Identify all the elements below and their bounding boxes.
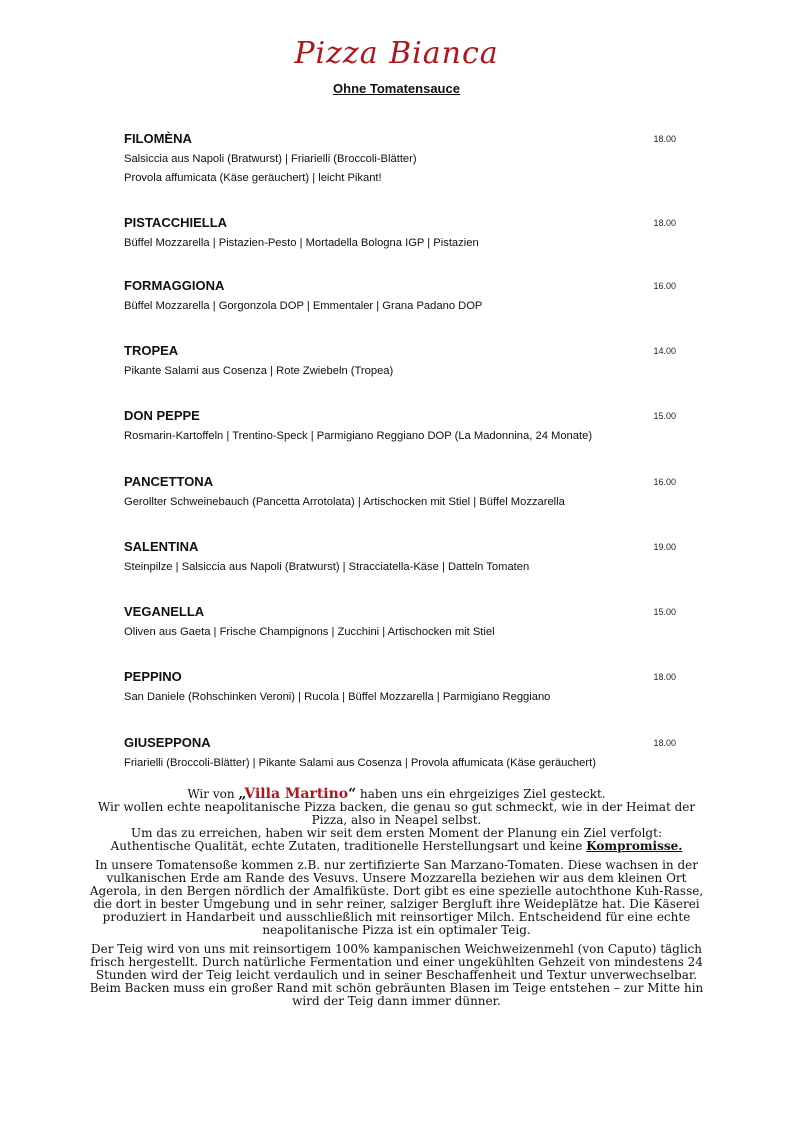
- story-line: In unsere Tomatensoße kommen z.B. nur zertifizierte San Marzano-Tomaten. Diese wachsen in der: [95, 858, 698, 872]
- menu-item-name: TROPEA: [124, 343, 179, 358]
- menu-item-desc-line: Friarielli (Broccoli-Blätter) | Pikante Salami aus Cosenza | Provola affumicata (Käse geräuchert): [124, 757, 596, 769]
- menu-item-desc-line: Büffel Mozzarella | Pistazien-Pesto | Mortadella Bologna IGP | Pistazien: [124, 237, 479, 249]
- menu-item-don-peppe: [124, 408, 676, 446]
- menu-item-name: VEGANELLA: [124, 604, 205, 619]
- story-line: frisch hergestellt. Durch natürliche Fermentation und einer ungekühlten Gehzeit von mindestens 24: [90, 955, 703, 969]
- menu-item-giuseppona: [124, 735, 676, 773]
- menu-item-price: 19.00: [653, 542, 676, 552]
- menu-item-peppino: [124, 669, 676, 707]
- quote-mark: „: [238, 786, 245, 802]
- menu-item-desc-line: Pikante Salami aus Cosenza | Rote Zwiebeln (Tropea): [124, 365, 394, 377]
- menu-item-pistacchiella: [124, 215, 676, 253]
- menu-item-desc: [124, 150, 676, 188]
- story-line: Stunden wird der Teig leicht verdaulich und in seiner Beschaffenheit und Textur unverwechselbar.: [95, 968, 698, 982]
- menu-item-name: GIUSEPPONA: [124, 735, 211, 750]
- menu-item-price: 15.00: [653, 607, 676, 617]
- menu-item-price: 14.00: [653, 346, 676, 356]
- story-line: wird der Teig dann immer dünner.: [292, 994, 501, 1008]
- menu-item-filomena: [124, 131, 676, 188]
- menu-item-price: 18.00: [653, 672, 676, 682]
- menu-item-desc-line: Büffel Mozzarella | Gorgonzola DOP | Emmentaler | Grana Padano DOP: [124, 300, 483, 312]
- story-line: die dort in bester Umgebung und in sehr reiner, salziger Bergluft ihre Weideplätze hat. Die Käserei: [93, 897, 700, 911]
- menu-item-name: PANCETTONA: [124, 474, 214, 489]
- menu-item-price: 16.00: [653, 477, 676, 487]
- kompromisse-emphasis: Kompromisse.: [586, 839, 683, 853]
- quote-mark: “: [348, 786, 357, 802]
- story-line: [60, 840, 733, 853]
- menu-item-desc-line: Gerollter Schweinebauch (Pancetta Arrotolata) | Artischocken mit Stiel | Büffel Mozzarella: [124, 496, 565, 508]
- story-line: Um das zu erreichen, haben wir seit dem ersten Moment der Planung ein Ziel verfolgt:: [131, 826, 662, 840]
- story-text-segment: haben uns ein ehrgeiziges Ziel gesteckt.: [356, 787, 606, 801]
- menu-item-name: SALENTINA: [124, 539, 199, 554]
- menu-item-name: PEPPINO: [124, 669, 182, 684]
- story-line: Der Teig wird von uns mit reinsortigem 100% kampanischen Weichweizenmehl (von Caputo) täglich: [91, 942, 702, 956]
- menu-item-desc-line: San Daniele (Rohschinken Veroni) | Rucola | Büffel Mozzarella | Parmigiano Reggiano: [124, 691, 551, 703]
- menu-item-price: 15.00: [653, 411, 676, 421]
- menu-item-name: FORMAGGIONA: [124, 278, 225, 293]
- menu-item-desc: [124, 297, 676, 316]
- menu-item-desc: [124, 558, 676, 577]
- menu-item-formaggiona: [124, 278, 676, 316]
- story-line: Beim Backen muss ein großer Rand mit schön gebräunten Blasen im Teige entstehen – zur Mitte hin: [89, 981, 704, 995]
- story-line: Pizza, also in Neapel selbst.: [311, 813, 482, 827]
- menu-item-desc: [124, 427, 676, 446]
- menu-item-desc: [124, 234, 676, 253]
- menu-item-price: 18.00: [653, 738, 676, 748]
- menu-item-name: DON PEPPE: [124, 408, 200, 423]
- page-title: Pizza Bianca: [294, 36, 499, 71]
- menu-item-desc: [124, 754, 676, 773]
- menu-item-desc-line: Steinpilze | Salsiccia aus Napoli (Bratwurst) | Stracciatella-Käse | Datteln Tomaten: [124, 561, 530, 573]
- menu-item-desc-line: Oliven aus Gaeta | Frische Champignons | Zucchini | Artischocken mit Stiel: [124, 626, 495, 638]
- menu-item-salentina: [124, 539, 676, 577]
- story-paragraph: [60, 859, 733, 937]
- story-line: Wir wollen echte neapolitanische Pizza backen, die genau so gut schmeckt, wie in der Heimat der: [97, 800, 696, 814]
- menu-item-veganella: [124, 604, 676, 642]
- story-text-segment: Wir von: [187, 787, 239, 801]
- story-line: vulkanischen Erde am Rande des Vesuvs. Unsere Mozzarella beziehen wir aus dem kleinen Ort: [106, 871, 687, 885]
- menu-item-name: PISTACCHIELLA: [124, 215, 228, 230]
- story-paragraph: [60, 943, 733, 1008]
- menu-item-price: 18.00: [653, 134, 676, 144]
- page-subtitle: Ohne Tomatensauce: [333, 81, 460, 96]
- brand-name: Villa Martino: [244, 786, 349, 802]
- story-line: Agerola, in den Bergen nördlich der Amalfiküste. Dort gibt es eine spezielle autochthone Kuh-Rasse,: [89, 884, 704, 898]
- story-line: produziert in Handarbeit und ausschließlich mit reinsortiger Milch. Entscheidend für eine echte: [102, 910, 691, 924]
- menu-item-price: 18.00: [653, 218, 676, 228]
- menu-item-tropea: [124, 343, 676, 381]
- menu-item-desc-line: Salsiccia aus Napoli (Bratwurst) | Friarielli (Broccoli-Blätter): [124, 153, 417, 165]
- story-line: neapolitanische Pizza ist ein optimaler Teig.: [262, 923, 531, 937]
- menu-item-desc: [124, 493, 676, 512]
- story-text: [60, 788, 733, 1014]
- menu-item-desc-line: Rosmarin-Kartoffeln | Trentino-Speck | Parmigiano Reggiano DOP (La Madonnina, 24 Monate): [124, 430, 593, 442]
- menu-item-name: FILOMÈNA: [124, 131, 192, 146]
- menu-item-desc-line: Provola affumicata (Käse geräuchert) | leicht Pikant!: [124, 172, 382, 184]
- story-text-segment: Authentische Qualität, echte Zutaten, traditionelle Herstellungsart und keine: [110, 839, 587, 853]
- menu-item-price: 16.00: [653, 281, 676, 291]
- menu-item-desc: [124, 362, 676, 381]
- menu-item-desc: [124, 688, 676, 707]
- story-paragraph: [60, 788, 733, 853]
- menu-item-desc: [124, 623, 676, 642]
- menu-item-pancettona: [124, 474, 676, 512]
